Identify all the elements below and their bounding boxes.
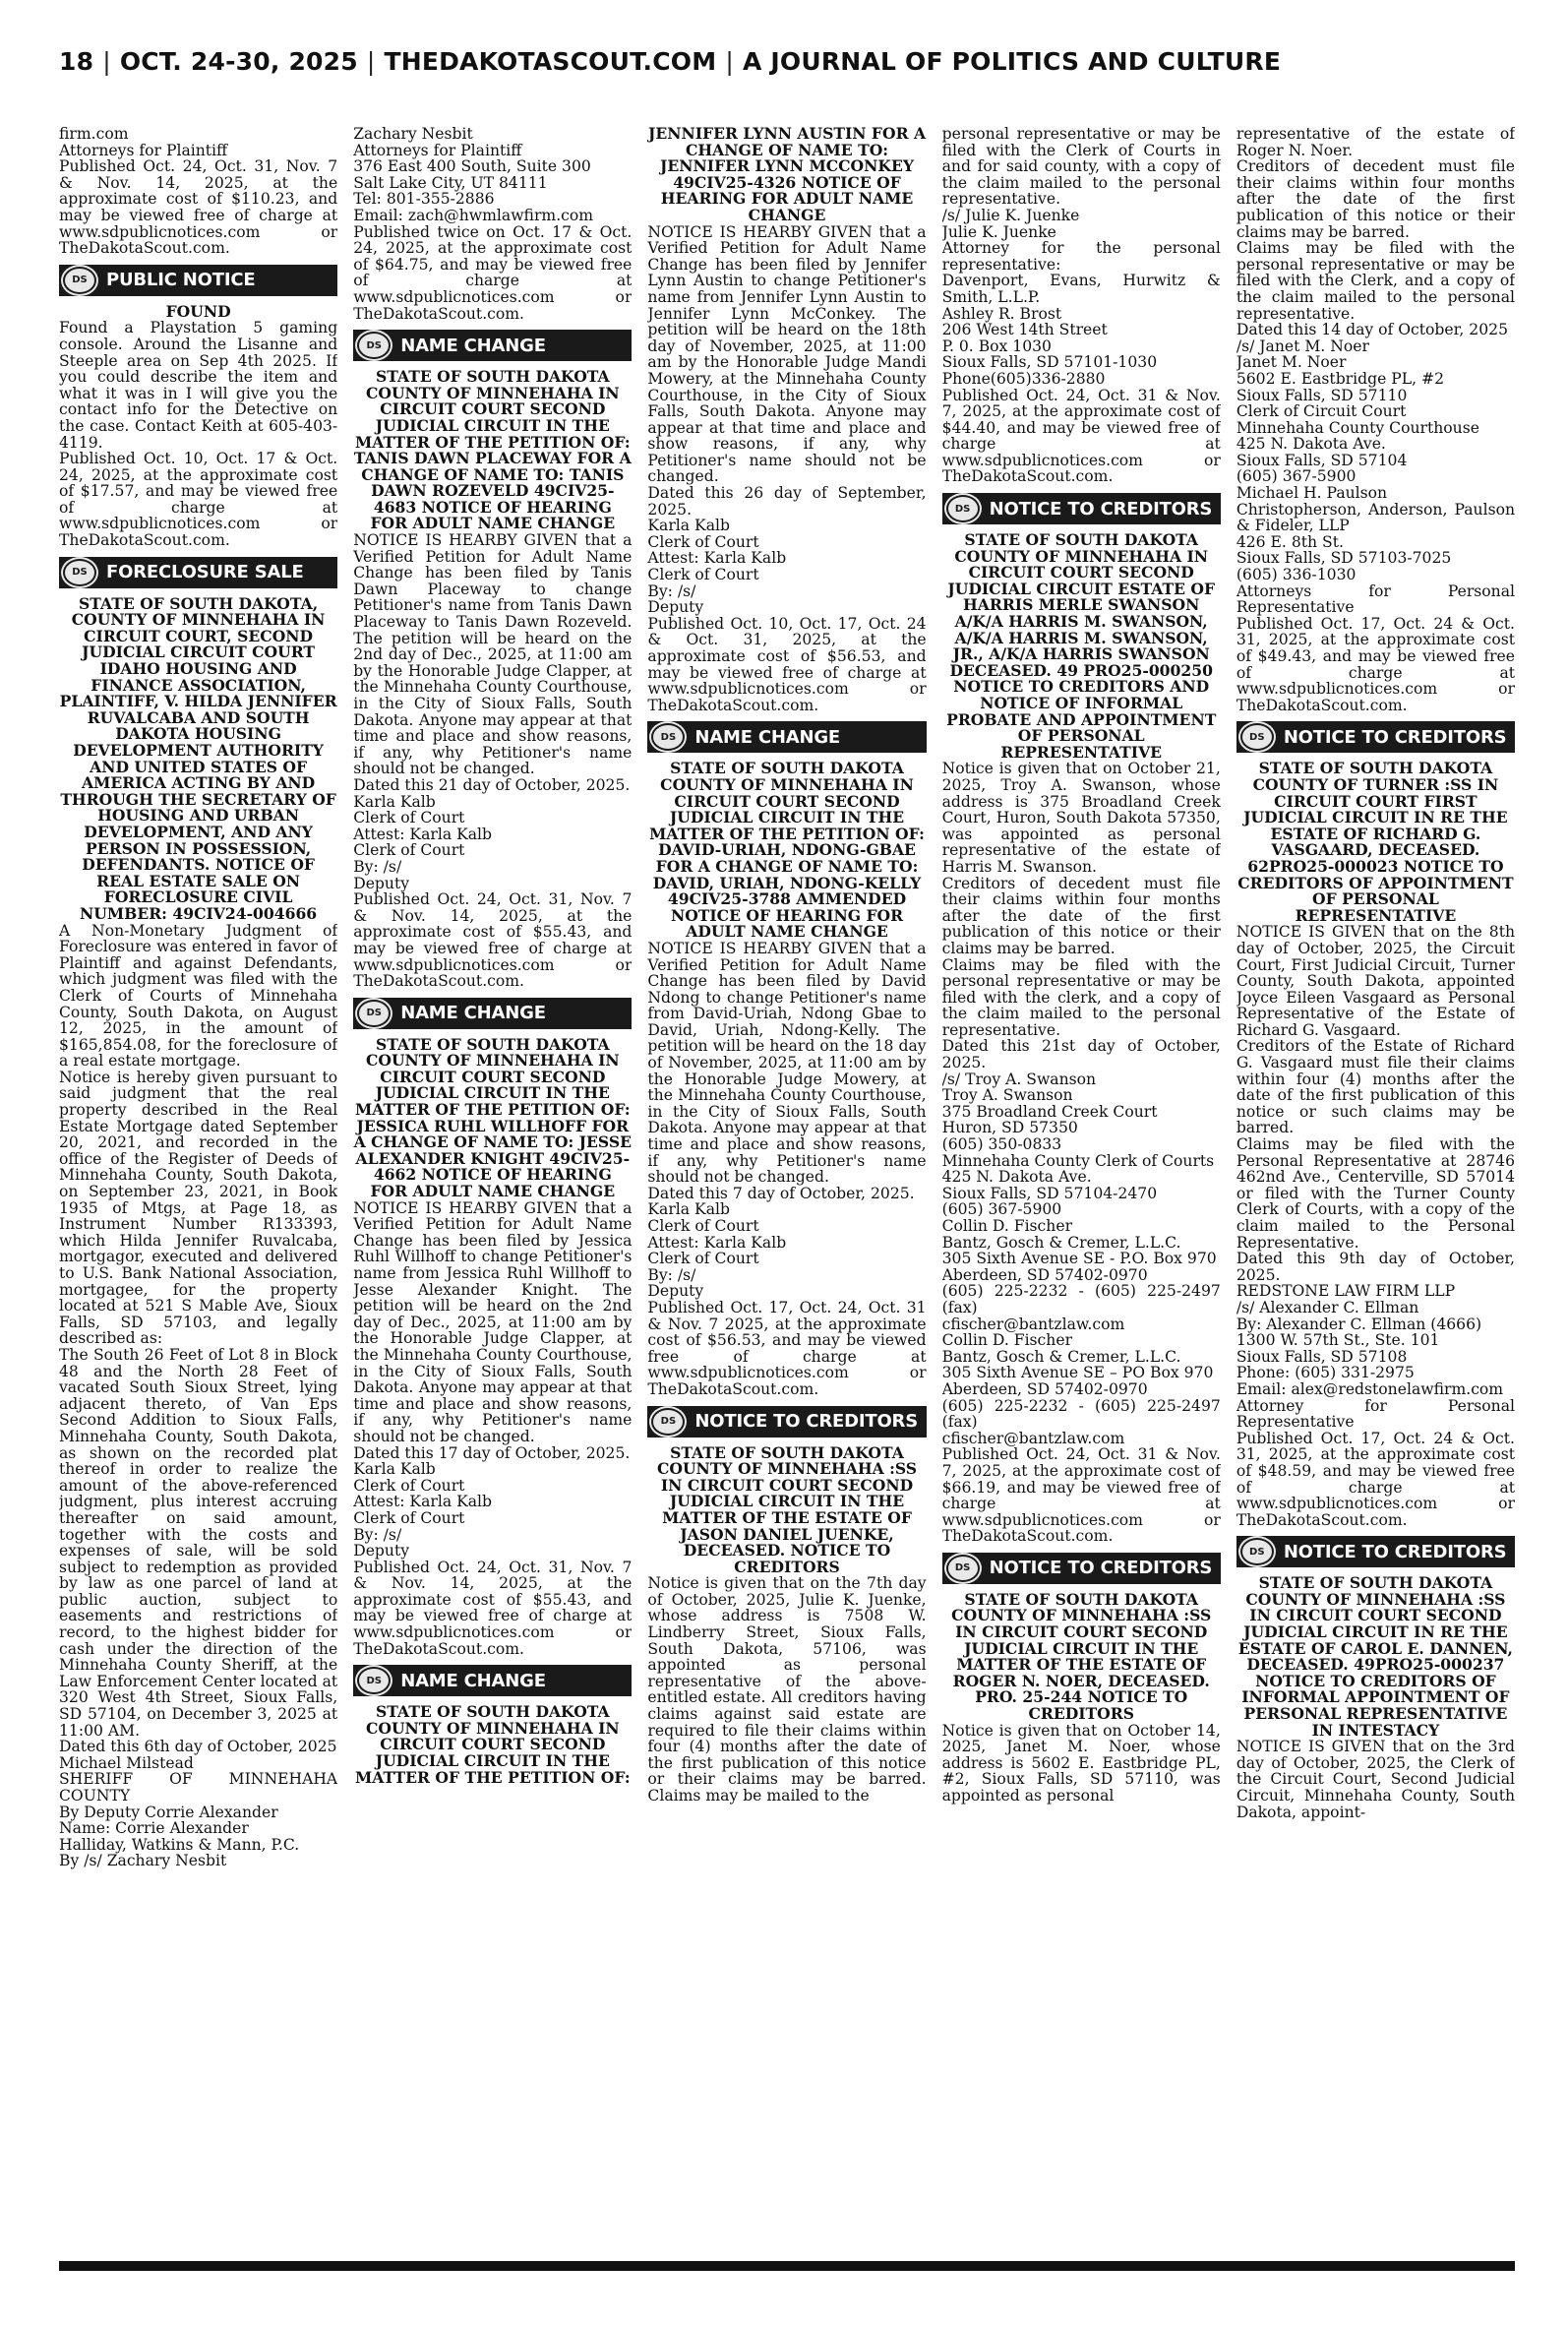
notice-paragraph: Attorneys for Personal Representative [1236, 581, 1516, 617]
notice-paragraph: Clerk of Court [647, 532, 759, 551]
notice-paragraph: /s/ Julie K. Juenke [941, 206, 1080, 224]
notice-paragraph: Published Oct. 17, Oct. 24 & Oct. 31, 2025, at the approximate cost of $48.59, and may be viewed free of charge at www.sdpublicnotices.com or TheDakotaScout.com. [1236, 1429, 1516, 1529]
notice-paragraph: Sioux Falls, SD 57110 [1236, 386, 1408, 404]
notice-paragraph: Attorney for Personal Representative [1236, 1396, 1516, 1432]
notice-column [59, 126, 337, 2253]
notice-paragraph: Attest: Karla Kalb [647, 1233, 787, 1252]
notice-paragraph: Bantz, Gosch & Cremer, L.L.C. [941, 1233, 1181, 1252]
notice-paragraph: 1300 W. 57th St., Ste. 101 [1236, 1331, 1440, 1350]
notice-paragraph: Minnehaha County Courthouse [1236, 418, 1479, 437]
header-separator: | [725, 47, 734, 76]
notice-paragraph: By: Alexander C. Ellman (4666) [1236, 1315, 1482, 1333]
notice-paragraph: Published Oct. 10, Oct. 17, Oct. 24 & Oct. 31, 2025, at the approximate cost of $56.53, and may be viewed free of charge at www.sdpublicnotices.com or TheDakotaScout.com. [647, 614, 927, 714]
notice-paragraph: Attest: Karla Kalb [647, 549, 787, 568]
notice-column [353, 126, 632, 2253]
notice-paragraph: Sioux Falls, SD 57104-2470 [941, 1184, 1158, 1202]
section-title: PUBLIC NOTICE [106, 270, 256, 291]
notice-paragraph: Julie K. Juenke [941, 222, 1056, 241]
notice-paragraph: 206 West 14th Street [941, 321, 1108, 339]
notice-paragraph: Karla Kalb [353, 1460, 436, 1479]
notice-paragraph: 425 N. Dakota Ave. [1236, 435, 1386, 454]
notice-caption: STATE OF SOUTH DAKOTA COUNTY OF MINNEHAHA :SS IN CIRCUIT COURT SECOND JUDICIAL CIRCUIT IN THE MATTER OF THE ESTATE OF JASON DANIEL JUENKE, DECEASED. NOTICE TO CREDITORS [656, 1442, 918, 1576]
notice-paragraph: By: /s/ [647, 1265, 696, 1284]
notice-paragraph: Notice is hereby given pursuant to said judgment that the real property described in the Real Estate Mortgage dated September 20, 2021, and recorded in the office of the Register of Deeds of Minnehaha County, South Dakota, on September 23, 2021, in Book 1935 of Mtgs, at Page 18, as Instrument Number R133393, which Hilda Jennifer Ruvalcaba, mortgagor, executed and delivered to U.S. Bank National Association, mortgagee, for the property located at 521 S Mable Ave, Sioux Falls, SD 57103, and legally described as: [59, 1068, 338, 1348]
notice-paragraph: /s/ Janet M. Noer [1236, 337, 1369, 355]
notice-paragraph: Ashley R. Brost [941, 304, 1062, 323]
notice-paragraph: Karla Kalb [353, 792, 436, 811]
notice-paragraph: firm.com [59, 126, 129, 143]
section-title: NOTICE TO CREDITORS [989, 498, 1213, 520]
scout-logo-icon: DS [651, 723, 685, 751]
notice-paragraph: 305 Sixth Avenue SE - P.O. Box 970 [941, 1250, 1217, 1268]
notice-paragraph: Troy A. Swanson [941, 1086, 1073, 1105]
notice-paragraph: Published Oct. 24, Oct. 31, Nov. 7 & Nov. 14, 2025, at the approximate cost of $110.23, and may be viewed free of charge at www.sdpublicnotices.com or TheDakotaScout.com. [59, 157, 338, 258]
notice-paragraph: Karla Kalb [647, 1200, 730, 1219]
notice-paragraph: Notice is given that on October 14, 2025, Janet M. Noer, whose address is 5602 E. Eastbridge PL, #2, Sioux Falls, SD 57110, was appointed as personal [941, 1721, 1221, 1805]
notice-paragraph: /s/ Troy A. Swanson [941, 1070, 1097, 1088]
notice-paragraph: Janet M. Noer [1236, 353, 1347, 372]
notice-paragraph: Published twice on Oct. 17 & Oct. 24, 2025, at the approximate cost of $64.75, and may be viewed free of charge at www.sdpublicnotices.com or TheDakotaScout.com. [353, 222, 633, 323]
notice-paragraph: Salt Lake City, UT 84111 [353, 173, 548, 192]
notice-paragraph: Notice is given that on the 7th day of October, 2025, Julie K. Juenke, whose address is 7508 W. Lindberry Street, Sioux Falls, South Dakota, 57106, was appointed as personal representative of the above-entitled estate. All creditors having claims against said estate are required to file their claims within four (4) months after the date of the first publication of this notice or their claims may be barred. Claims may be mailed to the [647, 1574, 927, 1805]
footer-rule [59, 2261, 1515, 2271]
notice-paragraph: Attest: Karla Kalb [353, 1493, 492, 1511]
notice-paragraph: /s/ Alexander C. Ellman [1236, 1298, 1419, 1316]
section-title: NOTICE TO CREDITORS [1283, 1541, 1507, 1562]
notice-paragraph: Claims may be filed with the personal representative or may be filed with the clerk, and a copy of the claim mailed to the personal representative. [941, 955, 1221, 1039]
notice-paragraph: Published Oct. 17, Oct. 24 & Oct. 31, 2025, at the approximate cost of $49.43, and may be viewed free of charge at www.sdpublicnotices.com or TheDakotaScout.com. [1236, 614, 1516, 714]
notice-paragraph: Christopherson, Anderson, Paulson & Fideler, LLP [1236, 500, 1516, 535]
notice-columns [59, 126, 1515, 2253]
notice-paragraph: Published Oct. 24, Oct. 31 & Nov. 7, 2025, at the approximate cost of $44.40, and may be viewed free of charge at www.sdpublicnotices.com or TheDakotaScout.com. [941, 386, 1221, 486]
notice-paragraph: (605) 225-2232 - (605) 225-2497 (fax) [941, 1396, 1221, 1432]
issue-dates: OCT. 24-30, 2025 [119, 47, 358, 76]
notice-paragraph: Dated this 9th day of October, 2025. [1236, 1250, 1516, 1284]
section-title: NAME CHANGE [400, 1003, 546, 1024]
notice-paragraph: 375 Broadland Creek Court [941, 1102, 1158, 1121]
notice-paragraph: Phone(605)336-2880 [941, 369, 1106, 388]
notice-paragraph: 425 N. Dakota Ave. [941, 1168, 1092, 1187]
notice-column [942, 126, 1221, 2253]
notice-paragraph: (605) 367-5900 [1236, 467, 1357, 486]
section-header [59, 557, 337, 588]
notice-paragraph: By: /s/ [353, 857, 402, 876]
notice-paragraph: personal representative or may be filed with the Clerk of Courts in and for said county, with a copy of the claim mailed to the personal representative. [941, 126, 1221, 209]
section-title: NAME CHANGE [694, 726, 841, 748]
header-separator: | [366, 47, 376, 76]
notice-paragraph: Clerk of Court [647, 1217, 759, 1235]
notice-paragraph: Minnehaha County Clerk of Courts [941, 1151, 1215, 1170]
notice-paragraph: Attorneys for Plaintiff [353, 141, 522, 159]
notice-paragraph: Clerk of Court [647, 566, 759, 584]
notice-paragraph: Creditors of decedent must file their claims within four months after the date of the first publication of this notice or their claims may be barred. [1236, 157, 1516, 241]
notice-paragraph: Attorney for the personal representative: [941, 239, 1221, 274]
notice-paragraph: Clerk of Court [353, 809, 465, 827]
notice-paragraph: 305 Sixth Avenue SE – PO Box 970 [941, 1364, 1214, 1382]
notice-paragraph: Dated this 7 day of October, 2025. [647, 1184, 915, 1202]
notice-caption: STATE OF SOUTH DAKOTA COUNTY OF MINNEHAHA IN CIRCUIT COURT SECOND JUDICIAL CIRCUIT IN THE MATTER OF THE PETITION OF: [354, 1702, 631, 1787]
notice-paragraph: (605) 225-2232 - (605) 225-2497 (fax) [941, 1282, 1221, 1316]
notice-paragraph: Clerk of Court [353, 1476, 465, 1495]
notice-paragraph: Dated this 21st day of October, 2025. [941, 1037, 1221, 1072]
scout-logo-icon: DS [946, 1555, 980, 1582]
notice-paragraph: Huron, SD 57350 [941, 1119, 1078, 1137]
notice-column [1236, 126, 1515, 2253]
notice-caption: STATE OF SOUTH DAKOTA, COUNTY OF MINNEHAHA IN CIRCUIT COURT, SECOND JUDICIAL CIRCUIT COURT IDAHO HOUSING AND FINANCE ASSOCIATION, PLAINTIFF, V. HILDA JENNIFER RUVALCABA AND SOUTH DAKOTA HOUSING DEVELOPMENT AUTHORITY AND UNITED STATES OF AMERICA ACTING BY AND THROUGH THE SECRETARY OF HOUSING AND URBAN DEVELOPMENT, AND ANY PERSON IN POSSESSION, DEFENDANTS. NOTICE OF REAL ESTATE SALE ON FORECLOSURE CIVIL NUMBER: 49CIV24-004666 [59, 593, 337, 923]
notice-paragraph: NOTICE IS GIVEN that on the 8th day of October, 2025, the Circuit Court, First Judicial Circuit, Turner County, South Dakota, appointed Joyce Eileen Vasgaard as Personal Representative of the Estate of Richard G. Vasgaard. [1236, 923, 1516, 1039]
section-title: NAME CHANGE [400, 1670, 546, 1691]
notice-paragraph: (605) 350-0833 [941, 1135, 1062, 1154]
section-header [353, 1665, 632, 1696]
notice-paragraph: Attorneys for Plaintiff [59, 141, 228, 159]
notice-caption: STATE OF SOUTH DAKOTA COUNTY OF MINNEHAHA IN CIRCUIT COURT SECOND JUDICIAL CIRCUIT IN THE MATTER OF THE PETITION OF: DAVID-URIAH, NDONG-GBAE FOR A CHANGE OF NAME TO: DAVID, URIAH, NDONG-KELLY 49CIV25-3788 AMMENDED NOTICE OF HEARING FOR ADULT NAME CHANGE [649, 759, 925, 942]
section-header [353, 998, 632, 1029]
notice-paragraph: By: /s/ [353, 1525, 402, 1544]
notice-paragraph: NOTICE IS HEARBY GIVEN that a Verified Petition for Adult Name Change has been filed by David Ndong to change Petitioner's name from David-Uriah, Ndong Gbae to David, Uriah, Ndong-Kelly. The petition will be heard on the 18 day of November, 2025, at 11:00 am by the Honorable Judge Mowery, at the Minnehaha County Courthouse, in the City of Sioux Falls, South Dakota. Anyone may appear at that time and place and show reasons, if any, why Petitioner's name should not be changed. [647, 939, 927, 1187]
notice-paragraph: Dated this 6th day of October, 2025 [59, 1738, 337, 1756]
notice-paragraph: Clerk of Court [647, 1250, 759, 1268]
notice-paragraph: Phone: (605) 331-2975 [1236, 1364, 1415, 1382]
notice-paragraph: Deputy [353, 1542, 410, 1560]
notice-paragraph: Dated this 14 day of October, 2025 [1236, 321, 1508, 339]
notice-paragraph: (605) 336-1030 [1236, 566, 1357, 584]
page-header [59, 47, 1515, 87]
notice-paragraph: Halliday, Watkins & Mann, P.C. [59, 1835, 300, 1854]
notice-paragraph: Published Oct. 17, Oct. 24, Oct. 31 & Nov. 7 2025, at the approximate cost of $56.53, and may be viewed free of charge at www.sdpublicnotices.com or TheDakotaScout.com. [647, 1298, 927, 1398]
notice-paragraph: By /s/ Zachary Nesbit [59, 1852, 227, 1870]
notice-paragraph: The South 26 Feet of Lot 8 in Block 48 and the North 28 Feet of vacated South Sioux Street, lying adjacent thereto, of Van Eps Second Addition to Sioux Falls, Minnehaha County, South Dakota, as shown on the recorded plat thereof in order to realize the amount of the above-referenced judgment, plus interest accruing thereafter on said amount, together with the costs and expenses of sale, will be sold subject to redemption as provided by law as one parcel of land at public auction, subject to easements and restrictions of record, to the highest bidder for cash under the direction of the Minnehaha County Sheriff, at the Law Enforcement Center located at 320 West 4th Street, Sioux Falls, SD 57104, on December 3, 2025 at 11:00 AM. [59, 1345, 338, 1740]
section-header [647, 1406, 926, 1438]
notice-paragraph: Sioux Falls, SD 57108 [1236, 1347, 1408, 1366]
notice-paragraph: Published Oct. 24, Oct. 31 & Nov. 7, 2025, at the approximate cost of $66.19, and may be viewed free of charge at www.sdpublicnotices.com or TheDakotaScout.com. [941, 1445, 1221, 1546]
section-header [59, 265, 337, 296]
notice-paragraph: Email: zach@hwmlawfirm.com [353, 206, 594, 224]
section-title: NOTICE TO CREDITORS [694, 1411, 918, 1433]
section-header [1236, 1536, 1515, 1567]
notice-paragraph: Karla Kalb [647, 517, 730, 535]
notice-paragraph: Sioux Falls, SD 57103-7025 [1236, 549, 1452, 568]
notice-paragraph: NOTICE IS HEARBY GIVEN that a Verified Petition for Adult Name Change has been filed by Tanis Dawn Placeway to change Petitioner's name from Tanis Dawn Placeway to Tanis Dawn Rozeveld. The petition will be heard on the 2nd day of Dec., 2025, at 11:00 am by the Honorable Judge Clapper, at the Minnehaha County Courthouse, in the City of Sioux Falls, South Dakota. Anyone may appear at that time and place and show reasons, if any, why Petitioner's name should not be changed. [353, 531, 633, 778]
section-title: NOTICE TO CREDITORS [989, 1558, 1213, 1579]
notice-paragraph: P. 0. Box 1030 [941, 337, 1052, 355]
notice-paragraph: Clerk of Court [353, 1508, 465, 1527]
notice-paragraph: Collin D. Fischer [941, 1217, 1073, 1235]
section-title: FORECLOSURE SALE [106, 562, 304, 583]
notice-paragraph: (605) 367-5900 [941, 1200, 1062, 1219]
section-header [942, 1553, 1221, 1584]
scout-logo-icon: DS [357, 1000, 391, 1027]
notice-paragraph: By: /s/ [647, 581, 696, 600]
scout-logo-icon: DS [946, 495, 980, 522]
notice-paragraph: A Non-Monetary Judgment of Foreclosure was entered in favor of Plaintiff and against Defendants, which judgment was filed with the Clerk of Courts of Minnehaha County, South Dakota, on August 12, 2025, in the amount of $165,854.08, for the foreclosure of a real estate mortgage. [59, 921, 338, 1071]
notice-paragraph: 376 East 400 South, Suite 300 [353, 157, 591, 176]
page-number: 18 [59, 47, 94, 76]
site-name: THEDAKOTASCOUT.COM [384, 47, 717, 76]
notice-caption: JENNIFER LYNN AUSTIN FOR A CHANGE OF NAME TO: JENNIFER LYNN MCCONKEY 49CIV25-4326 NOTICE OF HEARING FOR ADULT NAME CHANGE [647, 126, 927, 224]
notice-paragraph: Davenport, Evans, Hurwitz & Smith, L.L.P. [941, 272, 1221, 306]
scout-logo-icon: DS [651, 1408, 685, 1436]
section-header [1236, 721, 1515, 753]
notice-caption: STATE OF SOUTH DAKOTA COUNTY OF MINNEHAHA IN CIRCUIT COURT SECOND JUDICIAL CIRCUIT ESTATE OF HARRIS MERLE SWANSON A/K/A HARRIS M. SWANSON, A/K/A HARRIS M. SWANSON, JR., A/K/A HARRIS SWANSON DECEASED. 49 PRO25-000250 NOTICE TO CREDITORS AND NOTICE OF INFORMAL PROBATE AND APPOINTMENT OF PERSONAL REPRESENTATIVE [946, 530, 1217, 762]
notice-paragraph: Deputy [353, 874, 410, 892]
section-title: NOTICE TO CREDITORS [1283, 726, 1507, 748]
notice-paragraph: Claims may be filed with the personal representative or may be filed with the Clerk, and a copy of the claim mailed to the personal representative. [1236, 239, 1516, 323]
scout-logo-icon: DS [357, 1667, 391, 1694]
scout-logo-icon: DS [63, 559, 96, 586]
notice-paragraph: NOTICE IS GIVEN that on the 3rd day of October, 2025, the Clerk of the Circuit Court, Second Judicial Circuit, Minnehaha County, South Dakota, appoint- [1236, 1738, 1516, 1821]
notice-paragraph: Claims may be filed with the Personal Representative at 28746 462nd Ave., Centerville, SD 57014 or filed with the Turner County Clerk of Courts, with a copy of the claim mailed to the Personal Representative. [1236, 1135, 1516, 1252]
notice-paragraph: Zachary Nesbit [353, 126, 473, 143]
notice-paragraph: Sioux Falls, SD 57104 [1236, 451, 1408, 469]
notice-paragraph: cfischer@bantzlaw.com [941, 1315, 1125, 1333]
notice-paragraph: Creditors of decedent must file their claims within four months after the date of the first publication of this notice or their claims may be barred. [941, 874, 1221, 957]
notice-paragraph: Tel: 801-355-2886 [353, 190, 495, 209]
notice-paragraph: Published Oct. 24, Oct. 31, Nov. 7 & Nov. 14, 2025, at the approximate cost of $55.43, and may be viewed free of charge at www.sdpublicnotices.com or TheDakotaScout.com. [353, 1558, 633, 1658]
notice-paragraph: Michael H. Paulson [1236, 484, 1388, 503]
notice-caption: STATE OF SOUTH DAKOTA COUNTY OF MINNEHAHA IN CIRCUIT COURT SECOND JUDICIAL CIRCUIT IN THE MATTER OF THE PETITION OF: JESSICA RUHL WILLHOFF FOR A CHANGE OF NAME TO: JESSE ALEXANDER KNIGHT 49CIV25-4662 NOTICE OF HEARING FOR ADULT NAME CHANGE [353, 1034, 632, 1201]
notice-paragraph: Creditors of the Estate of Richard G. Vasgaard must file their claims within four (4) months after the date of the first publication of this notice or such claims may be barred. [1236, 1037, 1516, 1137]
notice-paragraph: Dated this 17 day of October, 2025. [353, 1443, 631, 1462]
section-header [353, 330, 632, 361]
header-separator: | [102, 47, 111, 76]
notice-paragraph: Clerk of Court [353, 841, 465, 860]
tagline: A JOURNAL OF POLITICS AND CULTURE [742, 47, 1282, 76]
notice-paragraph: Attest: Karla Kalb [353, 825, 492, 843]
notice-paragraph: Michael Milstead [59, 1753, 194, 1772]
scout-logo-icon: DS [63, 267, 96, 294]
notice-caption: FOUND [165, 301, 231, 321]
notice-paragraph: Aberdeen, SD 57402-0970 [941, 1379, 1148, 1398]
notice-paragraph: Aberdeen, SD 57402-0970 [941, 1265, 1148, 1284]
notice-paragraph: representative of the estate of Roger N. Noer. [1236, 126, 1516, 159]
notice-caption: STATE OF SOUTH DAKOTA COUNTY OF MINNEHAHA :SS IN CIRCUIT COURT SECOND JUDICIAL CIRCUIT IN RE THE ESTATE OF CAROL E. DANNEN, DECEASED. 49PRO25-000237 NOTICE TO CREDITORS OF INFORMAL APPOINTMENT OF PERSONAL REPRESENTATIVE IN INTESTACY [1237, 1573, 1513, 1740]
notice-paragraph: REDSTONE LAW FIRM LLP [1236, 1282, 1456, 1301]
notice-paragraph: Found a Playstation 5 gaming console. Around the Lisanne and Steeple area on Sep 4th 2025. If you could describe the item and what it was in I will give you the contact info for the Detective on the case. Contact Keith at 605-403-4119. [59, 319, 338, 452]
notice-column [647, 126, 926, 2253]
notice-paragraph: cfischer@bantzlaw.com [941, 1429, 1125, 1447]
scout-logo-icon: DS [1240, 1538, 1274, 1565]
notice-paragraph: NOTICE IS HEARBY GIVEN that a Verified Petition for Adult Name Change has been filed by Jennifer Lynn Austin to change Petitioner's name from Jennifer Lynn Austin to Jennifer Lynn McConkey. The petition will be heard on the 18th day of November, 2025, at 11:00 am by the Honorable Judge Mandi Mowery, at the Minnehaha County Courthouse, in the City of Sioux Falls, South Dakota. Anyone may appear at that time and place and show reasons, if any, why Petitioner's name should not be changed. [647, 222, 927, 486]
scout-logo-icon: DS [357, 332, 391, 359]
notice-paragraph: By Deputy Corrie Alexander [59, 1803, 278, 1821]
notice-caption: STATE OF SOUTH DAKOTA COUNTY OF TURNER :SS IN CIRCUIT COURT FIRST JUDICIAL CIRCUIT IN RE THE ESTATE OF RICHARD G. VASGAARD, DECEASED. 62PRO25-000023 NOTICE TO CREDITORS OF APPOINTMENT OF PERSONAL REPRESENTATIVE [1237, 759, 1514, 925]
notice-paragraph: Clerk of Circuit Court [1236, 402, 1407, 421]
notice-paragraph: Bantz, Gosch & Cremer, L.L.C. [941, 1347, 1181, 1366]
notice-paragraph: Published Oct. 24, Oct. 31, Nov. 7 & Nov. 14, 2025, at the approximate cost of $55.43, and may be viewed free of charge at www.sdpublicnotices.com or TheDakotaScout.com. [353, 890, 633, 991]
notice-paragraph: Collin D. Fischer [941, 1331, 1073, 1350]
section-title: NAME CHANGE [400, 335, 546, 356]
notice-paragraph: SHERIFF OF MINNEHAHA COUNTY [59, 1770, 338, 1805]
scout-logo-icon: DS [1240, 723, 1274, 751]
notice-paragraph: Name: Corrie Alexander [59, 1819, 249, 1838]
notice-caption: STATE OF SOUTH DAKOTA COUNTY OF MINNEHAHA IN CIRCUIT COURT SECOND JUDICIAL CIRCUIT IN THE MATTER OF THE PETITION OF: TANIS DAWN PLACEWAY FOR A CHANGE OF NAME TO: TANIS DAWN ROZEVELD 49CIV25-4683 NOTICE OF HEARING FOR ADULT NAME CHANGE [353, 367, 632, 533]
notice-paragraph: Published Oct. 10, Oct. 17 & Oct. 24, 2025, at the approximate cost of $17.57, and may be viewed free of charge at www.sdpublicnotices.com or TheDakotaScout.com. [59, 450, 338, 550]
notice-paragraph: 426 E. 8th St. [1236, 532, 1344, 551]
notice-paragraph: Email: alex@redstonelawfirm.com [1236, 1379, 1504, 1398]
notice-paragraph: NOTICE IS HEARBY GIVEN that a Verified Petition for Adult Name Change has been filed by Jessica Ruhl Willhoff to change Petitioner's name from Jessica Ruhl Willhoff to Jesse Alexander Knight. The petition will be heard on the 2nd day of Dec., 2025, at 11:00 am by the Honorable Judge Clapper, at the Minnehaha County Courthouse, in the City of Sioux Falls, South Dakota. Anyone may appear at that time and place and show reasons, if any, why Petitioner's name should not be changed. [353, 1198, 633, 1445]
notice-paragraph: Deputy [647, 598, 704, 617]
section-header [942, 493, 1221, 524]
notice-paragraph: Deputy [647, 1282, 704, 1301]
notice-paragraph: Dated this 26 day of September, 2025. [647, 484, 927, 519]
notice-paragraph: Notice is given that on October 21, 2025, Troy A. Swanson, whose address is 375 Broadland Creek Court, Huron, South Dakota 57350, was appointed as personal representative of the estate of Harris M. Swanson. [941, 760, 1221, 876]
notice-paragraph: Dated this 21 day of October, 2025. [353, 775, 631, 794]
section-header [647, 721, 926, 753]
notice-paragraph: Sioux Falls, SD 57101-1030 [941, 353, 1158, 372]
notice-paragraph: 5602 E. Eastbridge PL, #2 [1236, 369, 1445, 388]
notice-caption: STATE OF SOUTH DAKOTA COUNTY OF MINNEHAHA :SS IN CIRCUIT COURT SECOND JUDICIAL CIRCUIT IN THE MATTER OF THE ESTATE OF ROGER N. NOER, DECEASED. PRO. 25-244 NOTICE TO CREDITORS [951, 1589, 1212, 1724]
